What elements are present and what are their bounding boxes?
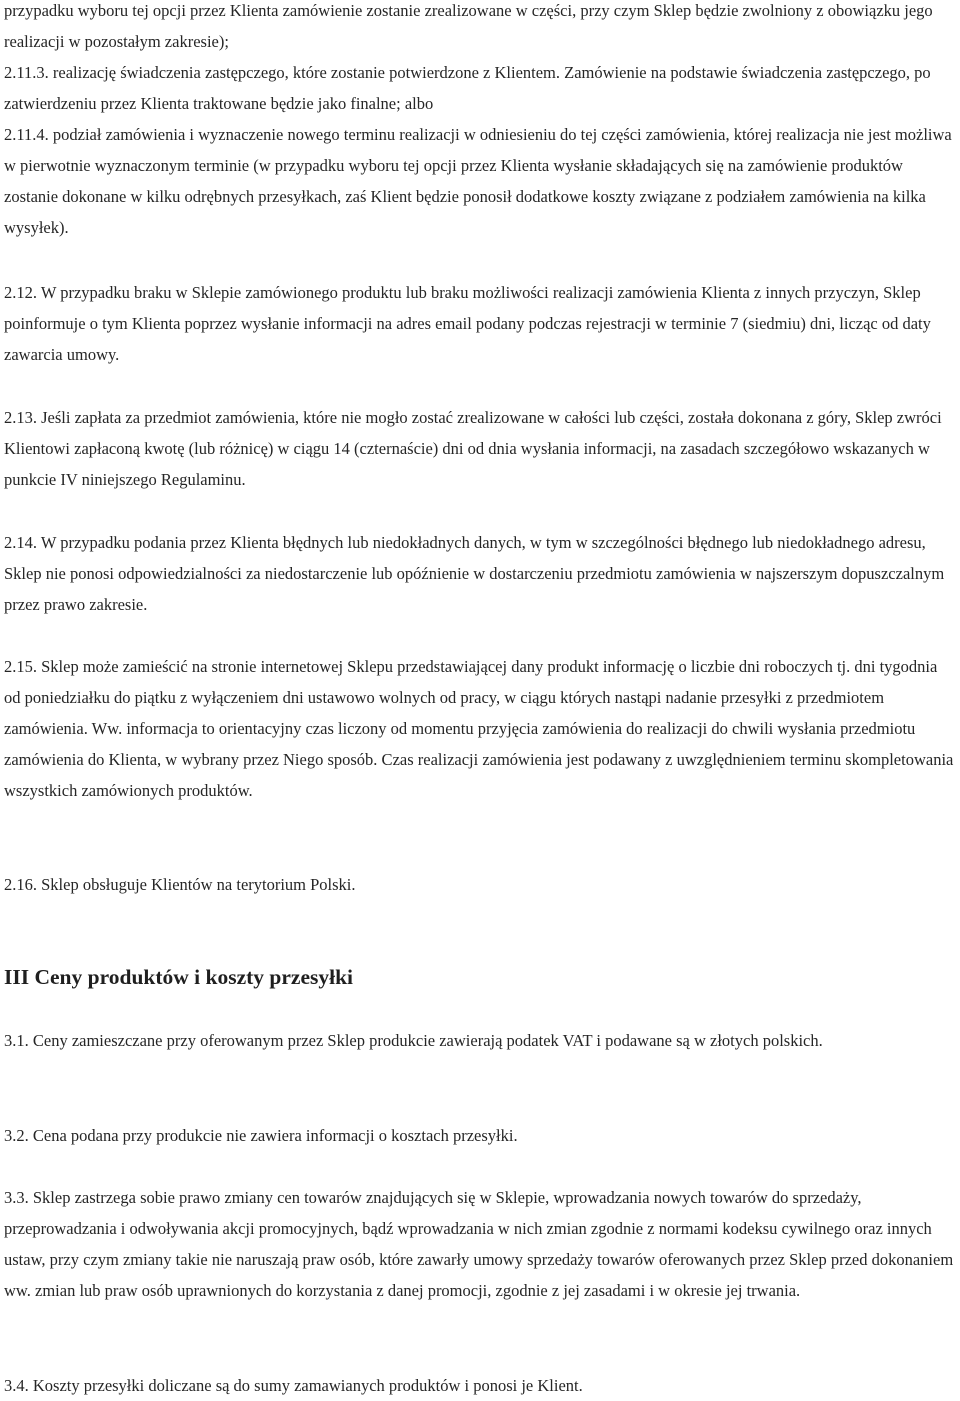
- paragraph-3-3: 3.3. Sklep zastrzega sobie prawo zmiany cen towarów znajdujących się w Sklepie, wprowadzania nowych towarów do sprzedaży, przeprowadzania i odwoływania akcji promocyjnych, bądź wprowadzania w nich zmian zgodnie z normami kodeksu cywilnego oraz innych ustaw, przy czym zmiany takie nie naruszają praw osób, które zawarły umowy sprzedaży towarów oferowanych przez Sklep przed dokonaniem ww. zmian lub praw osób uprawnionych do korzystania z danej promocji, zgodnie z jej zasadami i w okresie jej trwania.: [4, 1188, 954, 1300]
- paragraph-3-1: 3.1. Ceny zamieszczane przy oferowanym przez Sklep produkcie zawierają podatek VAT i podawane są w złotych polskich.: [4, 1031, 823, 1050]
- paragraph-2-12: 2.12. W przypadku braku w Sklepie zamówionego produktu lub braku możliwości realizacji zamówienia Klienta z innych przyczyn, Sklep poinformuje o tym Klienta poprzez wysłanie informacji na adres email podany podczas rejestracji w terminie 7 (siedmiu) dni, licząc od daty zawarcia umowy.: [4, 283, 931, 364]
- paragraph-2-11-2-continuation: przypadku wyboru tej opcji przez Klienta zamówienie zostanie zrealizowane w części, przy czym Sklep będzie zwolniony z obowiązku jego realizacji w pozostałym zakresie);: [4, 1, 933, 51]
- paragraph-2-15: 2.15. Sklep może zamieścić na stronie internetowej Sklepu przedstawiającej dany produkt informację o liczbie dni roboczych tj. dni tygodnia od poniedziałku do piątku z wyłączeniem dni ustawowo wolnych od pracy, w ciągu których nastąpi nadanie przesyłki z przedmiotem zamówienia. Ww. informacja to orientacyjny czas liczony od momentu przyjęcia zamówienia do realizacji do chwili wysłania przedmiotu zamówienia do Klienta, w wybrany przez Niego sposób. Czas realizacji zamówienia jest podawany z uwzględnieniem terminu skompletowania wszystkich zamówionych produktów.: [4, 657, 954, 800]
- paragraph-2-16: 2.16. Sklep obsługuje Klientów na terytorium Polski.: [4, 875, 356, 894]
- paragraph-3-2: 3.2. Cena podana przy produkcie nie zawiera informacji o kosztach przesyłki.: [4, 1126, 518, 1145]
- paragraph-3-4: 3.4. Koszty przesyłki doliczane są do sumy zamawianych produktów i ponosi je Klient.: [4, 1376, 583, 1395]
- paragraph-2-11-3: 2.11.3. realizację świadczenia zastępczego, które zostanie potwierdzone z Klientem. Zamówienie na podstawie świadczenia zastępczego, po zatwierdzeniu przez Klienta traktowane będzie jako finalne; albo: [4, 63, 931, 113]
- paragraph-2-13: 2.13. Jeśli zapłata za przedmiot zamówienia, które nie mogło zostać zrealizowane w całości lub części, została dokonana z góry, Sklep zwróci Klientowi zapłaconą kwotę (lub różnicę) w ciągu 14 (czternaście) dni od dnia wysłania informacji, na zasadach szczegółowo wskazanych w punkcie IV niniejszego Regulaminu.: [4, 408, 942, 489]
- section-heading-III: III Ceny produktów i koszty przesyłki: [4, 965, 354, 989]
- paragraph-2-11-4: 2.11.4. podział zamówienia i wyznaczenie nowego terminu realizacji w odniesieniu do tej części zamówienia, której realizacja nie jest możliwa w pierwotnie wyznaczonym terminie (w przypadku wyboru tej opcji przez Klienta wysłanie składających się na zamówienie produktów zostanie dokonane w kilku odrębnych przesyłkach, zaś Klient będzie ponosił dodatkowe koszty związane z podziałem zamówienia na kilka wysyłek).: [4, 125, 952, 237]
- paragraph-2-14: 2.14. W przypadku podania przez Klienta błędnych lub niedokładnych danych, w tym w szczególności błędnego lub niedokładnego adresu, Sklep nie ponosi odpowiedzialności za niedostarczenie lub opóźnienie w dostarczeniu przedmiotu zamówienia w najszerszym dopuszczalnym przez prawo zakresie.: [4, 533, 945, 614]
